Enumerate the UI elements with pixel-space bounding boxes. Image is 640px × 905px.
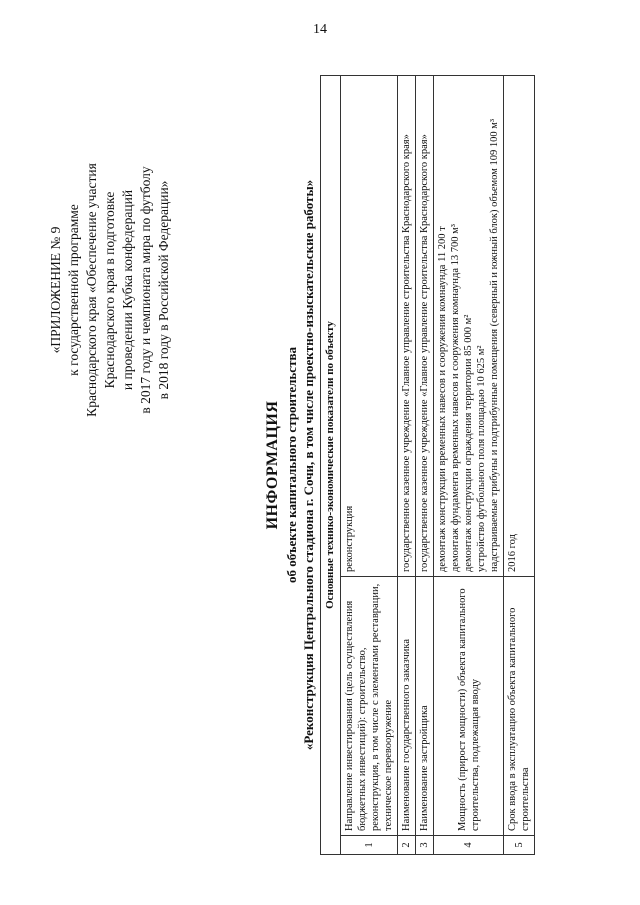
row-value-line: надстраиваемые трибуны и подтрибунные помещения (северный и южный блок) объемом 109 100 м³	[489, 118, 500, 572]
row-number: 5	[504, 836, 535, 855]
row-label: Направление инвестирования (цель осуществления бюджетных инвестиций): строительство, реконструкция, в том числе с элементами реставрации, техническое перевооружение	[341, 577, 398, 836]
row-number: 4	[434, 836, 504, 855]
table-row	[416, 76, 434, 855]
appendix-line: Краснодарского края «Обеспечение участия	[84, 163, 99, 417]
row-number: 3	[416, 836, 434, 855]
row-value-line: реконструкция	[344, 505, 355, 572]
indicators-table	[320, 75, 535, 855]
row-number: 1	[341, 836, 398, 855]
row-value-line: государственное казенное учреждение «Главное управление строительства Краснодарского края»	[419, 134, 430, 572]
row-value-line: демонтаж конструкции временных навесов и сооружения комнаунда 11 200 т	[437, 226, 448, 572]
appendix-line: Краснодарского края в подготовке	[102, 191, 117, 389]
table-row	[504, 76, 535, 855]
row-value	[341, 76, 398, 577]
table-row	[341, 76, 398, 855]
table-row	[434, 76, 504, 855]
row-value	[504, 76, 535, 577]
row-value	[398, 76, 416, 577]
row-value-line: государственное казенное учреждение «Главное управление строительства Краснодарского края»	[401, 134, 412, 572]
appendix-block	[47, 70, 173, 510]
appendix-line: в 2017 году и чемпионата мира по футболу	[138, 166, 153, 414]
row-label: Наименование застройщика	[416, 577, 434, 836]
row-label: Мощность (прирост мощности) объекта капитального строительства, подлежащая вводу	[434, 577, 504, 836]
row-label: Срок ввода в эксплуатацию объекта капитального строительства	[504, 577, 535, 836]
row-value	[416, 76, 434, 577]
rotated-page-content	[25, 45, 625, 885]
page-number: 14	[313, 22, 327, 37]
project-name: «Реконструкция Центрального стадиона г. Сочи, в том числе проектно-изыскательские работы»	[301, 179, 316, 751]
row-value-line: 2016 год	[507, 534, 518, 572]
table-header: Основные технико-экономические показатели по объекту	[321, 76, 341, 855]
document-title: ИНФОРМАЦИЯ	[264, 400, 281, 530]
appendix-line: и проведении Кубка конфедераций	[120, 189, 135, 391]
table-header-row	[321, 76, 341, 855]
row-number: 2	[398, 836, 416, 855]
appendix-line: в 2018 году в Российской Федерации»	[156, 180, 171, 400]
appendix-line: к государственной программе	[66, 204, 81, 376]
document-subtitle: об объекте капитального строительства	[284, 347, 299, 583]
row-value-line: устройство футбольного поля площадью 10 625 м²	[476, 345, 487, 572]
row-value-line: демонтаж фундамента временных навесов и сооружения комнаунда 13 700 м³	[450, 224, 461, 572]
row-value-line: демонтаж конструкции ограждения территории 85 000 м²	[463, 314, 474, 572]
row-value	[434, 76, 504, 577]
appendix-line: «ПРИЛОЖЕНИЕ № 9	[48, 226, 63, 354]
row-label: Наименование государственного заказчика	[398, 577, 416, 836]
table-row	[398, 76, 416, 855]
document-heading	[263, 45, 317, 885]
